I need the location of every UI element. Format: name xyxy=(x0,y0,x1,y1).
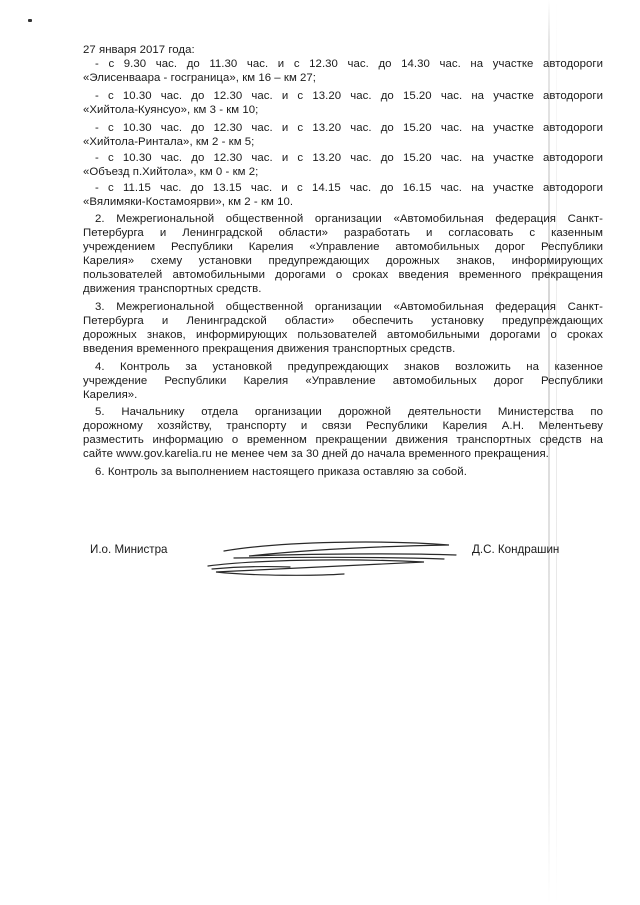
handwritten-signature xyxy=(194,536,464,586)
paragraph-5-line: сайте www.gov.karelia.ru не менее чем за 30 дней до начала временного прекращения. xyxy=(83,448,549,460)
schedule-line: - с 11.15 час. до 13.15 час. и с 14.15 час. до 16.15 час. на участке автодороги xyxy=(95,182,603,194)
paragraph-3-line: введения временного прекращения движения транспортных средств. xyxy=(83,343,456,355)
paragraph-5-line: разместить информацию о временном прекращении движения транспортных средств на xyxy=(83,434,603,446)
schedule-road: «Хийтола-Куянсуо», км 3 - км 10; xyxy=(83,104,259,116)
paragraph-4-line: Карелия». xyxy=(83,389,138,401)
paragraph-3-line: Петербурга и Ленинградской области» обеспечить установку предупреждающих xyxy=(83,315,603,327)
paragraph-6-line: 6. Контроль за выполнением настоящего приказа оставляю за собой. xyxy=(95,466,467,478)
paragraph-4-line: учреждение Республики Карелия «Управление автомобильных дорог Республики xyxy=(83,375,603,387)
schedule-road: «Хийтола-Ринтала», км 2 - км 5; xyxy=(83,136,255,148)
schedule-road: «Элисенваара - госграница», км 16 – км 27; xyxy=(83,72,317,84)
paragraph-2-line: движения транспортных средств. xyxy=(83,283,262,295)
date-heading: 27 января 2017 года: xyxy=(83,44,195,56)
paragraph-2-line: учреждением Республики Карелия «Управление автомобильных дорог Республики xyxy=(83,241,603,253)
schedule-line: - с 10.30 час. до 12.30 час. и с 13.20 час. до 15.20 час. на участке автодороги xyxy=(95,90,603,102)
paragraph-3-line: дорожных знаков, информирующих пользователей автомобильными дорогами о сроках xyxy=(83,329,603,341)
paragraph-2-line: Карелия» схему установки предупреждающих дорожных знаков, информирующих xyxy=(83,255,603,267)
paragraph-4-line: 4. Контроль за установкой предупреждающих знаков возложить на казенное xyxy=(95,361,603,373)
paragraph-2-line: Петербурга и Ленинградской области» разработать и согласовать с казенным xyxy=(83,227,603,239)
paragraph-5-line: дорожному хозяйству, транспорту и связи Республики Карелия А.Н. Мелентьеву xyxy=(83,420,603,432)
paragraph-2-line: 2. Межрегиональной общественной организации «Автомобильная федерация Санкт- xyxy=(95,213,603,225)
scan-speck xyxy=(28,19,32,22)
schedule-road: «Вялимяки-Костамоярви», км 2 - км 10. xyxy=(83,196,294,208)
schedule-line: - с 9.30 час. до 11.30 час. и с 12.30 час. до 14.30 час. на участке автодороги xyxy=(95,58,603,70)
paragraph-5-line: 5. Начальнику отдела организации дорожной деятельности Министерства по xyxy=(95,406,603,418)
signatory-title: И.о. Министра xyxy=(90,543,168,556)
schedule-road: «Объезд п.Хийтола», км 0 - км 2; xyxy=(83,166,259,178)
signatory-name: Д.С. Кондрашин xyxy=(472,543,560,556)
schedule-line: - с 10.30 час. до 12.30 час. и с 13.20 час. до 15.20 час. на участке автодороги xyxy=(95,122,603,134)
paragraph-2-line: пользователей автомобильными дорогами о сроках введения временного прекращения xyxy=(83,269,603,281)
paragraph-3-line: 3. Межрегиональной общественной организации «Автомобильная федерация Санкт- xyxy=(95,301,603,313)
schedule-line: - с 10.30 час. до 12.30 час. и с 13.20 час. до 15.20 час. на участке автодороги xyxy=(95,152,603,164)
